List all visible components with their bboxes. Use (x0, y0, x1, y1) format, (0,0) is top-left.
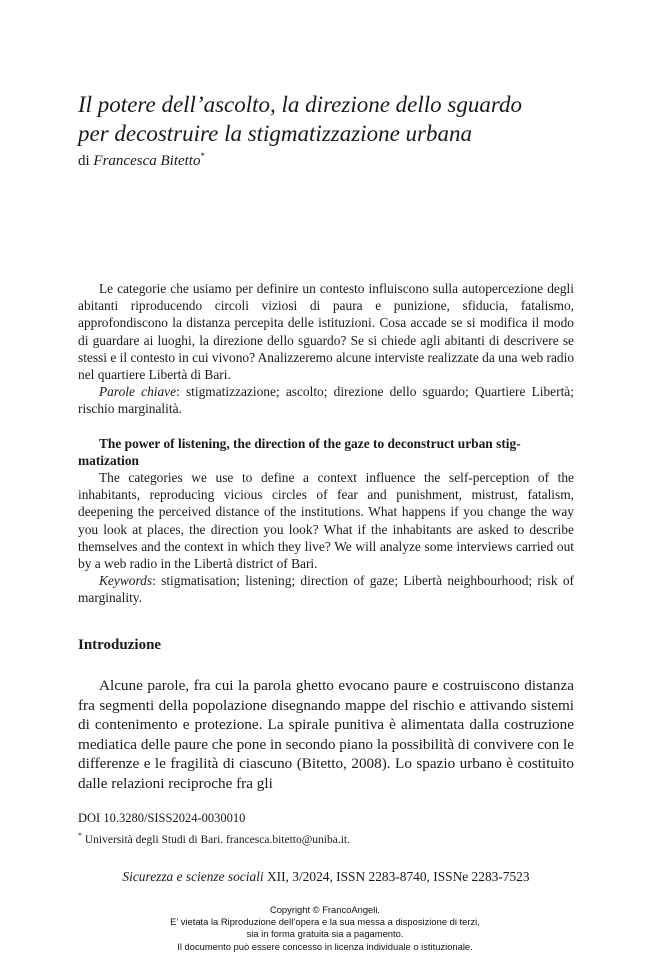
author-name: Francesca Bitetto (93, 153, 201, 169)
abstract-english-text: The categories we use to define a context influence the self-perception of the inhabitants, reproducing vicious circles of fear and punishment, mistrust, fatalism, deepening the perceived distance of the institutions. What happens if you change the way you look at places, the direction you look? What if the inhabitants are asked to describe themselves and the context in which they live? We will analyze some interviews carried out by a web radio in the Libertà district of Bari. (78, 470, 574, 572)
author-footnote (78, 828, 574, 848)
author-byline (78, 147, 574, 170)
author-prefix: di (78, 153, 94, 169)
abstract-italian (78, 280, 574, 418)
journal-info: XII, 3/2024, ISSN 2283-8740, ISSNe 2283-7523 (263, 869, 530, 884)
copyright-line-1: Copyright © FrancoAngeli. (269, 904, 381, 915)
article-title-line-2: per decostruire la stigmatizzazione urbana (78, 121, 472, 146)
english-title-line-2: matization (78, 453, 139, 469)
article-title-line-1: Il potere dell’ascolto, la direzione dello sguardo (78, 92, 522, 117)
article-title (78, 90, 574, 148)
introduction-paragraph: Alcune parole, fra cui la parola ghetto evocano paure e costruiscono distanza fra segmenti della popolazione disegnando mappe del rischio e attivando sistemi di contenimento e protezione. La spirale punitiva è alimentata dalla costruzione mediatica delle paure che pone in secondo piano la possibilità di convivere con le differenze e le fragilità di ciascuno (Bitetto, 2008). Lo spazio urbano è costituito dalle relazioni reciproche fra gli (78, 677, 574, 792)
keywords-list-it: : stigmatizzazione; ascolto; direzione dello sguardo; Quartiere Libertà; rischio marginalità. (78, 384, 574, 417)
abstract-italian-keywords (78, 383, 574, 417)
abstract-english (78, 469, 574, 607)
abstract-english-keywords (78, 572, 574, 606)
copyright-line-4: Il documento può essere concesso in licenza individuale o istituzionale. (177, 940, 473, 952)
copyright-notice (0, 904, 650, 953)
journal-name: Sicurezza e scienze sociali (122, 869, 264, 884)
english-title-line-1: The power of listening, the direction of the gaze to deconstruct urban stig- (99, 436, 521, 451)
abstract-italian-text: Le categorie che usiamo per definire un contesto influiscono sulla autopercezione degli abitanti riproducendo circoli viziosi di paura e punizione, sfiducia, fatalismo, approfondiscono la distanza percepita delle istituzioni. Cosa accade se si modifica il modo di guardare ai luoghi, la direzione dello sguardo? Se si chiede agli abitanti di descrivere se stessi e il contesto in cui vivono? Analizzeremo alcune interviste realizzate da una web radio nel quartiere Libertà di Bari. (78, 281, 575, 383)
journal-citation (78, 868, 574, 885)
keywords-label-it: Parole chiave (99, 384, 177, 400)
introduction-body (78, 676, 574, 794)
doi-line: DOI 10.3280/SISS2024-0030010 (78, 811, 246, 825)
keywords-list-en: : stigmatisation; listening; direction of gaze; Libertà neighbourhood; risk of marginality. (78, 573, 574, 606)
author-footnote-mark: * (200, 151, 205, 161)
section-heading-introduction: Introduzione (78, 637, 162, 653)
keywords-label-en: Keywords (99, 573, 153, 589)
english-title (78, 435, 574, 469)
copyright-line-3: sia in forma gratuita sia a pagamento. (246, 928, 404, 940)
footnote-mark: * (78, 831, 82, 840)
footnote-text: Università degli Studi di Bari. francesca.bitetto@uniba.it. (82, 833, 350, 846)
copyright-line-2: E’ vietata la Riproduzione dell’opera e la sua messa a disposizione di terzi, (170, 916, 480, 928)
